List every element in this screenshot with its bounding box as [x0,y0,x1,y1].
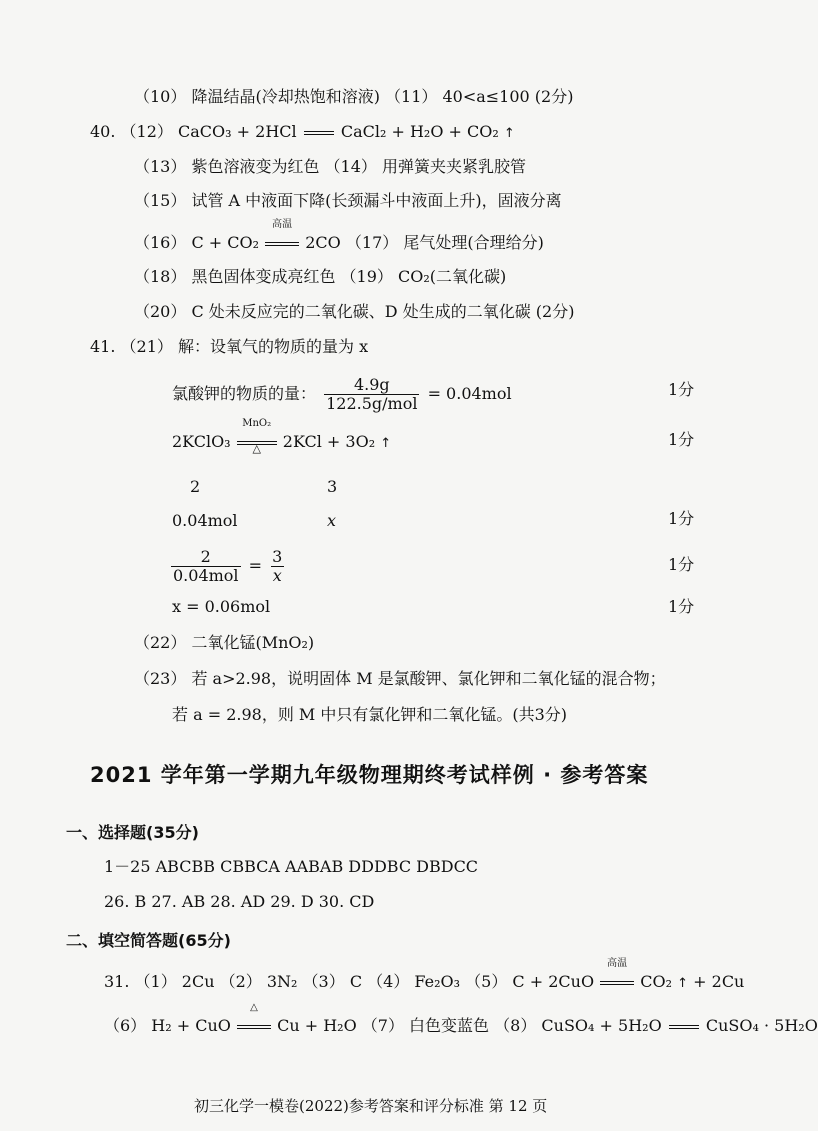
fraction-numerator: 2 [200,547,211,566]
answers-7-8: （7） 白色变蓝色 （8） CuSO₄ + 5H₂O [361,1016,662,1035]
fraction-numerator: 3 [272,547,283,566]
gas-arrow-icon: ↑ [503,126,515,141]
section-heading-choice: 一、选择题(35分) [66,823,199,842]
answer-6-reactants: （6） H₂ + CuO [104,1016,231,1035]
fraction-denominator: x [272,566,282,585]
answer-line-22: （22） 二氧化锰(MnO₂) [134,633,315,652]
fraction-numerator: 4.9g [353,375,390,394]
score-point: 1分 [668,509,695,528]
condition-text: 高温 [272,219,293,230]
ratio-fraction-right [270,548,284,585]
heating-symbol-icon: △ [250,1002,258,1013]
fraction-denominator: 122.5g/mol [326,394,418,413]
equation-products: 2CO [305,233,341,252]
coefficient-right: 3 [327,477,338,496]
ratio-fraction-left [171,548,241,585]
question-number-40: 40. [90,122,116,141]
reaction-equation [172,418,392,455]
answer-line-13-14: （13） 紫色溶液变为红色 （14） 用弹簧夹夹紧乳胶管 [134,157,526,176]
item-label-16: （16） [134,233,187,252]
choice-answers-26-30: 26. B 27. AB 28. AD 29. D 30. CD [104,892,375,911]
equation-equals-sign [265,242,299,246]
item-label-12: （12） [120,122,173,141]
mol-right: x [327,511,337,530]
mol-left: 0.04mol [172,511,238,530]
equation-equals-sign [669,1025,699,1029]
reaction-condition [265,219,299,254]
final-result: x = 0.06mol [172,597,271,616]
score-point: 1分 [668,380,695,399]
equation-equals-sign [600,981,634,985]
amount-result: = 0.04mol [427,384,512,403]
equation-tail: + 2Cu [693,972,745,991]
equation-products: 2KCl + 3O₂ [282,432,376,451]
score-point: 1分 [668,597,695,616]
reaction-condition [237,1002,271,1037]
section-heading-fill: 二、填空简答题(65分) [66,931,231,950]
answer-line-23b: 若 a = 2.98，则 M 中只有氯化钾和二氧化锰。(共3分) [172,705,568,724]
gas-arrow-icon: ↑ [380,436,392,451]
heating-symbol-icon: △ [252,442,261,455]
answer-line-20: （20） C 处未反应完的二氧化碳、D 处生成的二氧化碳 (2分) [134,302,575,321]
ratio-equation [168,546,287,586]
condition-text: 高温 [607,958,628,969]
ratio-equals: = [248,556,263,575]
question-number-41: 41. [90,337,116,356]
equation-reactants: 2KClO₃ [172,432,231,451]
amount-label: 氯酸钾的物质的量： [172,384,317,403]
amount-calculation [172,374,512,414]
solution-intro: （21） 解：设氧气的物质的量为 x [120,337,369,356]
equation-products: CO₂ [640,972,673,991]
coefficient-left: 2 [190,477,201,496]
answer-17-text: （17） 尾气处理(合理给分) [345,233,544,252]
score-point: 1分 [668,430,695,449]
score-point: 1分 [668,555,695,574]
equation-reactants: C + CO₂ [191,233,260,252]
amount-fraction [324,376,419,413]
equation-equals-sign [304,131,334,135]
answer-6-products: Cu + H₂O [277,1016,357,1035]
answer-line-18-19: （18） 黑色固体变成亮红色 （19） CO₂(二氧化碳) [134,267,507,286]
answer-line-31 [104,958,745,995]
page-title: 2021 学年第一学期九年级物理期终考试样例 · 参考答案 [90,763,649,787]
answer-line-10-11: （10） 降温结晶(冷却热饱和溶液) （11） 40<a≤100 (2分) [134,87,574,106]
equation-reactants: CaCO₃ + 2HCl [178,122,297,141]
equation-equals-sign [237,1025,271,1029]
fraction-denominator: 0.04mol [173,566,239,585]
gas-arrow-icon: ↑ [677,976,689,991]
page-footer: 初三化学一模卷(2022)参考答案和评分标准 第 12 页 [194,1097,548,1115]
reaction-condition [600,958,634,993]
answer-8-product: CuSO₄ · 5H₂O [705,1016,818,1035]
reaction-condition [237,418,277,455]
answer-line-12 [90,121,515,145]
answer-line-16-17 [134,219,544,254]
answer-line-15: （15） 试管 A 中液面下降(长颈漏斗中液面上升)，固液分离 [134,191,562,210]
answer-line-6-8 [104,1002,818,1037]
answers-1-5: 31. （1） 2Cu （2） 3N₂ （3） C （4） Fe₂O₃ （5） C + 2CuO [104,972,595,991]
choice-answers-1-25: 1－25 ABCBB CBBCA AABAB DDDBC DBDCC [104,857,479,876]
answer-line-21 [90,336,368,358]
equation-products: CaCl₂ + H₂O + CO₂ [340,122,499,141]
catalyst-text: MnO₂ [242,418,272,429]
answer-line-23a: （23） 若 a>2.98，说明固体 M 是氯酸钾、氯化钾和二氧化锰的混合物； [134,669,666,688]
